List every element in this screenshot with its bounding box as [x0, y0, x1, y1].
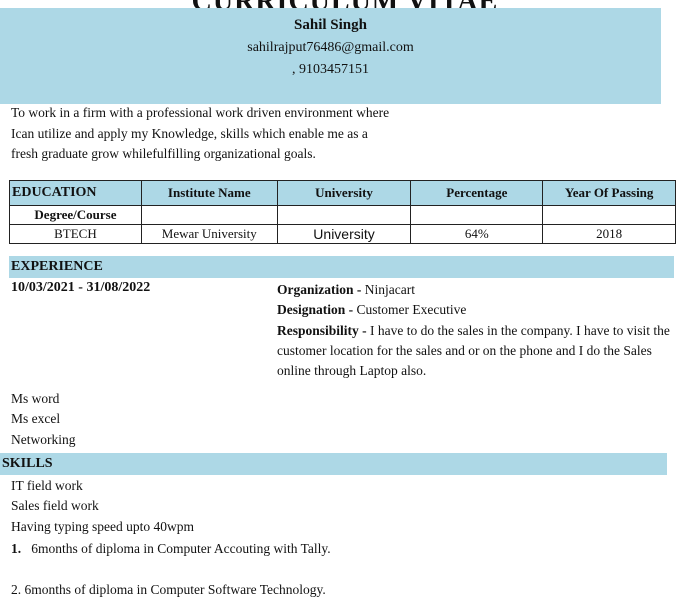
degree-cell: BTECH	[10, 225, 142, 244]
list-item: Sales field work	[11, 498, 99, 514]
percentage-cell: 64%	[411, 225, 543, 244]
responsibility-label: Responsibility -	[277, 322, 367, 338]
list-item: IT field work	[11, 478, 83, 493]
skills-list	[11, 476, 194, 537]
list-item: Having typing speed upto 40wpm	[11, 518, 194, 534]
col-year: Year Of Passing	[543, 181, 676, 206]
organization-line	[277, 280, 677, 300]
skills-heading: SKILLS	[0, 453, 667, 475]
responsibility-line	[277, 321, 677, 382]
experience-heading: EXPERIENCE	[9, 256, 674, 278]
candidate-name: Sahil Singh	[294, 17, 367, 33]
certification-number: 2.	[11, 582, 22, 597]
organization-value: Ninjacart	[361, 282, 415, 297]
col-percentage: Percentage	[411, 181, 543, 206]
header-band	[0, 8, 661, 104]
list-item: Networking	[11, 431, 76, 447]
institute-cell: Mewar University	[141, 225, 277, 244]
col-university: University	[277, 181, 411, 206]
certification-text: 6months of diploma in Computer Accouting with Tally.	[31, 541, 331, 556]
education-header-row	[10, 181, 676, 206]
col-institute: Institute Name	[141, 181, 277, 206]
certification-item	[11, 582, 326, 598]
candidate-phone: , 9103457151	[292, 62, 369, 77]
career-objective: To work in a firm with a professional work driven environment where Ican utilize and apply my Knowledge, skills which enable me as a fresh graduate grow whilefulfilling organizational goals.	[11, 105, 390, 161]
list-item: Ms excel	[11, 411, 61, 427]
organization-label: Organization -	[277, 282, 362, 297]
certification-number: 1.	[11, 541, 22, 556]
responsibility-value: I have to do the sales in the company. I have to visit the customer location for the sales and or on the phone and I do the Sales online through Laptop also.	[277, 322, 670, 379]
education-table	[9, 180, 676, 244]
experience-dates: 10/03/2021 - 31/08/2022	[11, 280, 151, 295]
designation-label: Designation -	[277, 302, 354, 318]
year-cell: 2018	[543, 225, 676, 244]
certification-text: 6months of diploma in Computer Software Technology.	[24, 582, 326, 597]
pre-skills-list	[11, 389, 76, 450]
candidate-email: sahilrajput76486@gmail.com	[247, 40, 414, 55]
education-subheader-row	[10, 206, 676, 225]
col-degree: Degree/Course	[10, 206, 142, 225]
education-heading: EDUCATION	[10, 181, 142, 206]
designation-value: Customer Executive	[353, 302, 467, 318]
certification-item	[11, 541, 331, 557]
list-item: Ms word	[11, 391, 60, 406]
designation-line	[277, 300, 677, 320]
table-row	[10, 225, 676, 244]
university-cell: University	[277, 225, 411, 244]
experience-details	[277, 280, 677, 381]
